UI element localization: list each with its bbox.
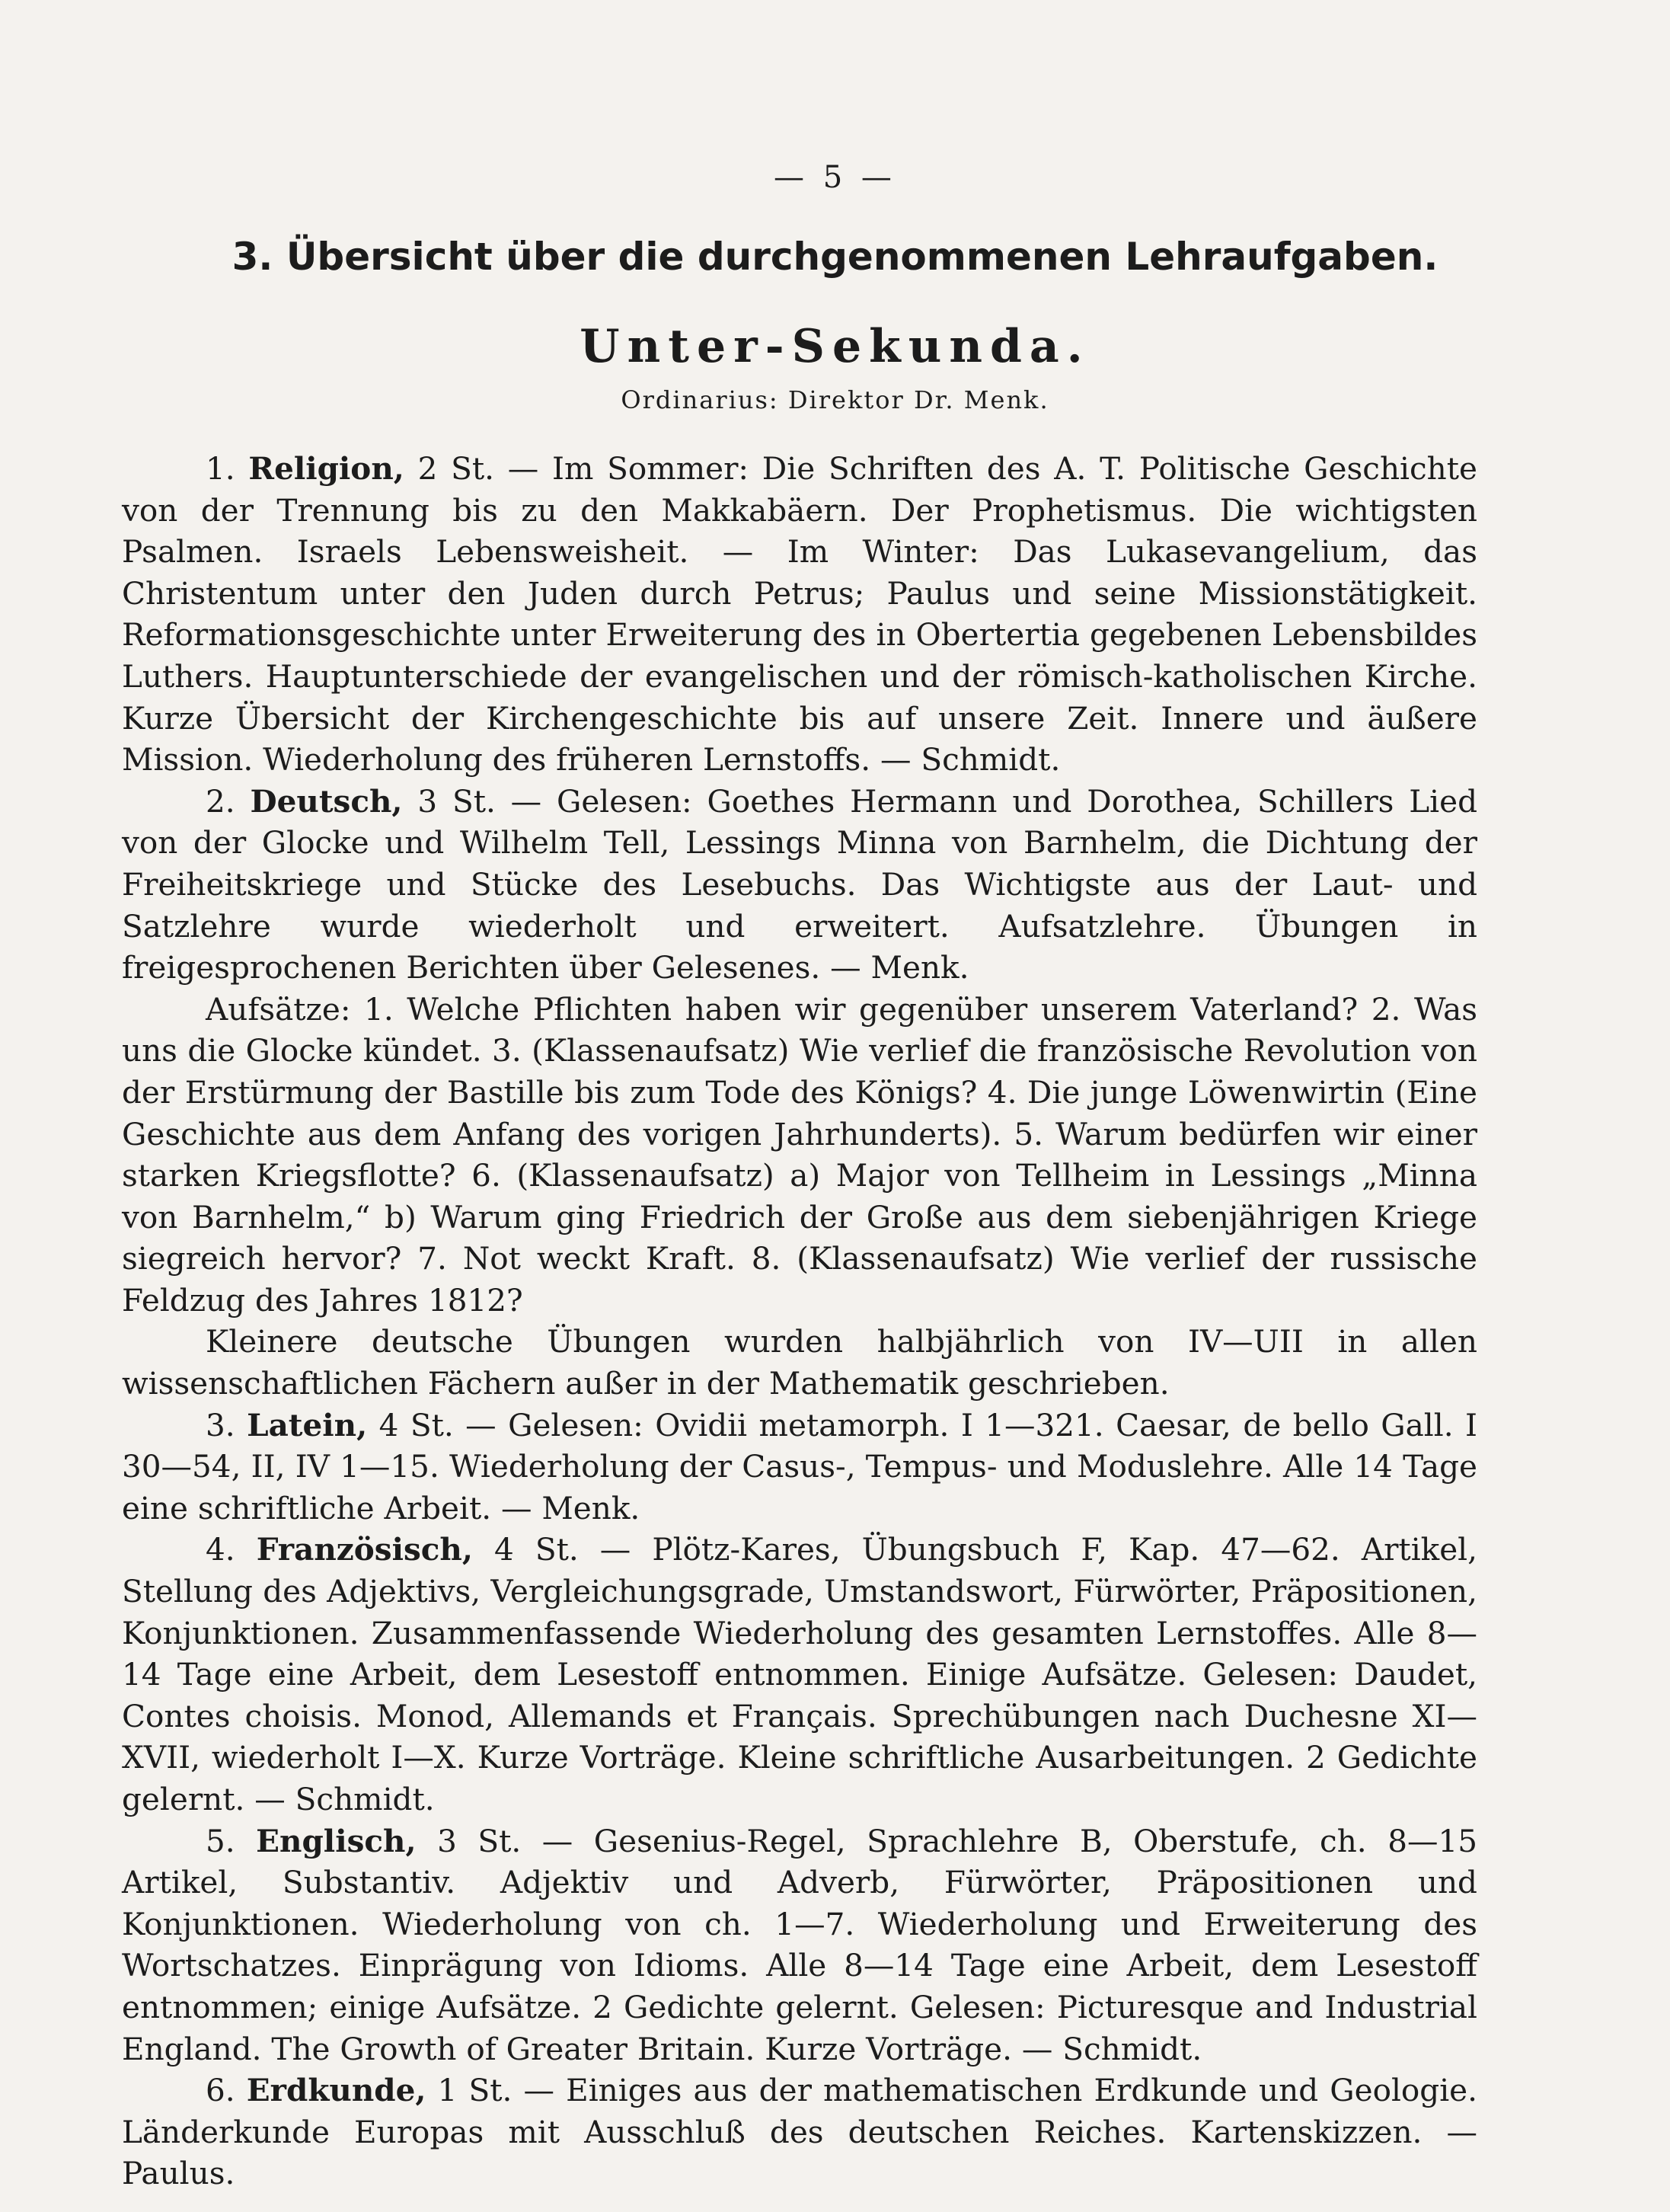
paragraph-text: 1 St. — Einiges aus der mathematischen Erdkunde und Geologie. Länderkunde Europas mit Ausschluß des deutschen Reiches. Kartenskizzen. — Paulus.: [122, 2072, 1478, 2192]
paragraph-deutsch: [122, 781, 1477, 989]
paragraph-text: 3 St. — Gesenius-Regel, Sprachlehre B, Oberstufe, ch. 8—15 Artikel, Substantiv. Adjektiv und Adverb, Fürwörter, Präpositionen und Konjunktionen. Wiederholung von ch. 1—7. Wiederholung und Erweiterung des Wortschatzes. Einprägung von Idioms. Alle 8—14 Tage eine Arbeit, dem Lesestoff entnommen; einige Aufsätze. 2 Gedichte gelernt. Gelesen: Picturesque and Industrial England. The Growth of Greater Britain. Kurze Vorträge. — Schmidt.: [122, 1822, 1477, 2067]
subject-erdkunde: Erdkunde,: [246, 2072, 426, 2109]
paragraph-number: 4.: [206, 1531, 235, 1568]
paragraph-englisch: [122, 1820, 1477, 2070]
paragraph-text: Kleinere deutsche Übungen wurden halbjährlich von IV—UII in allen wissenschaftlichen Fächern außer in der Mathematik geschrieben.: [122, 1323, 1477, 1402]
paragraph-text: 3 St. — Gelesen: Goethes Hermann und Dorothea, Schillers Lied von der Glocke und Wilhelm Tell, Lessings Minna von Barnhelm, die Dichtung der Freiheitskriege und Stücke des Lesebuchs. Das Wichtigste aus der Laut- und Satzlehre wurde wiederholt und erweitert. Aufsatzlehre. Übungen in freigesprochenen Berichten über Gelesenes. — Menk.: [122, 782, 1478, 986]
subject-englisch: Englisch,: [256, 1822, 417, 1859]
subject-deutsch: Deutsch,: [250, 782, 403, 820]
paragraph-number: 3.: [206, 1406, 235, 1443]
class-title: Unter-Sekunda.: [580, 320, 1090, 373]
page-number: — 5 —: [774, 160, 896, 195]
paragraph-aufsaetze: [122, 989, 1477, 1322]
paragraph-number: 2.: [206, 782, 235, 820]
paragraph-franzoesisch: [122, 1529, 1477, 1820]
paragraph-religion: [122, 448, 1477, 781]
subject-religion: Religion,: [248, 450, 404, 487]
paragraph-text: 2 St. — Im Sommer: Die Schriften des A. T. Politische Geschichte von der Trennung bis zu den Makkabäern. Der Prophetismus. Die wichtigsten Psalmen. Israels Lebensweisheit. — Im Winter: Das Lukasevangelium, das Christentum unter den Juden durch Petrus; Paulus und seine Missionstätigkeit. Reformationsgeschichte unter Erweiterung des in Obertertia gegebenen Lebensbildes Luthers. Hauptunterschiede der evangelischen und der römisch-katholischen Kirche. Kurze Übersicht der Kirchengeschichte bis auf unsere Zeit. Innere und äußere Mission. Wiederholung des früheren Lernstoffs. — Schmidt.: [122, 450, 1478, 778]
paragraph-text: 4 St. — Gelesen: Ovidii metamorph. I 1—321. Caesar, de bello Gall. I 30—54, II, IV 1—15. Wiederholung der Casus-, Tempus- und Moduslehre. Alle 14 Tage eine schriftliche Arbeit. — Menk.: [122, 1406, 1478, 1526]
subject-latein: Latein,: [247, 1406, 368, 1443]
paragraph-number: 6.: [206, 2072, 235, 2109]
paragraph-uebungen: [122, 1321, 1477, 1404]
paragraph-number: 1.: [206, 450, 235, 487]
paragraph-text: 4 St. — Plötz-Kares, Übungsbuch F, Kap. 47—62. Artikel, Stellung des Adjektivs, Vergleichungsgrade, Umstandswort, Fürwörter, Präpositionen, Konjunktionen. Zusammenfassende Wiederholung des gesamten Lernstoffes. Alle 8—14 Tage eine Arbeit, dem Lesestoff entnommen. Einige Aufsätze. Gelesen: Daudet, Contes choisis. Monod, Allemands et Français. Sprechübungen nach Duchesne XI—XVII, wiederholt I—X. Kurze Vorträge. Kleine schriftliche Ausarbeitungen. 2 Gedichte gelernt. — Schmidt.: [122, 1531, 1477, 1817]
paragraph-number: 5.: [206, 1822, 235, 1859]
subject-franzoesisch: Französisch,: [256, 1531, 473, 1568]
paragraph-text: Aufsätze: 1. Welche Pflichten haben wir gegenüber unserem Vaterland? 2. Was uns die Glocke kündet. 3. (Klassenaufsatz) Wie verlief die französische Revolution von der Erstürmung der Bastille bis zum Tode des Königs? 4. Die junge Löwenwirtin (Eine Geschichte aus dem Anfang des vorigen Jahrhunderts). 5. Warum bedürfen wir einer starken Kriegsflotte? 6. (Klassenaufsatz) a) Major von Tellheim in Lessings „Minna von Barnhelm,“ b) Warum ging Friedrich der Große aus dem siebenjährigen Kriege siegreich hervor? 7. Not weckt Kraft. 8. (Klassenaufsatz) Wie verlief der russische Feldzug des Jahres 1812?: [122, 990, 1477, 1319]
document-body: [122, 448, 1477, 2194]
section-title: 3. Übersicht über die durchgenommenen Lehraufgaben.: [232, 235, 1438, 279]
paragraph-erdkunde: [122, 2070, 1477, 2194]
ordinarius-line: Ordinarius: Direktor Dr. Menk.: [621, 385, 1049, 414]
paragraph-latein: [122, 1405, 1477, 1530]
